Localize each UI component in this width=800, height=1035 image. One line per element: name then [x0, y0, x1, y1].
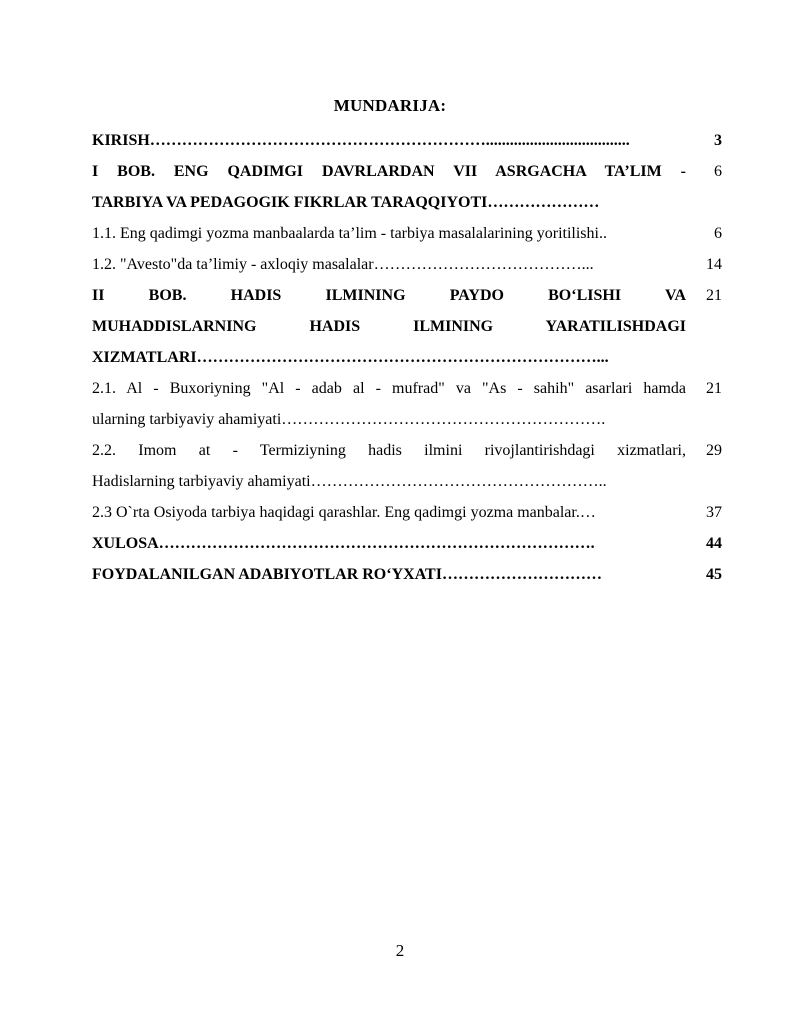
toc-entry-section-1-2[interactable] [92, 249, 722, 280]
toc-entry-line: TARBIYA VA PEDAGOGIK FIKRLAR TARAQQIYOTI………………… [92, 194, 600, 211]
toc-entry-title [92, 497, 686, 528]
toc-entry-page: 21 [706, 380, 722, 397]
toc-entry-page: 21 [706, 287, 722, 304]
toc-entry-page: 6 [714, 163, 722, 180]
toc-entry-title [92, 559, 686, 590]
toc-entry-page: 45 [706, 566, 722, 583]
toc-entry-line: XIZMATLARI…………………………………………………………………... [92, 349, 609, 366]
toc-entry-line: KIRISH……………………………………………………….................................... [92, 132, 630, 149]
toc-entry-page: 37 [706, 504, 722, 521]
toc-entry-line: I BOB. ENG QADIMGI DAVRLARDAN VII ASRGACHA TA’LIM - [92, 163, 686, 180]
toc-entry-section-2-3[interactable] [92, 497, 722, 528]
toc-entry-line: Hadislarning tarbiyaviy ahamiyati……………………………………………….. [92, 473, 607, 490]
toc-entry-section-2-2[interactable] [92, 435, 722, 497]
toc-entry-title [92, 528, 686, 559]
toc-entry-page: 14 [706, 256, 722, 273]
toc-entry-line: ularning tarbiyaviy ahamiyati……………………………………………………. [92, 411, 606, 428]
page-number: 2 [395, 941, 405, 960]
toc-entry-title [92, 373, 686, 435]
toc-entry-title [92, 280, 686, 373]
toc-entry-line: 1.2. "Avesto"da ta’limiy - axloqiy masalalar…………………………………... [92, 256, 594, 273]
toc-entry-chapter-1[interactable] [92, 156, 722, 218]
toc-entry-section-1-1[interactable] [92, 218, 722, 249]
toc-entry-line: 1.1. Eng qadimgi yozma manbaalarda ta’lim - tarbiya masalalarining yoritilishi.. [92, 225, 607, 242]
toc-entry-line: 2.3 O`rta Osiyoda tarbiya haqidagi qarashlar. Eng qadimgi yozma manbalar.… [92, 504, 596, 521]
toc-entry-section-2-1[interactable] [92, 373, 722, 435]
toc-entry-page: 29 [706, 442, 722, 459]
toc-heading: MUNDARIJA: [333, 96, 447, 115]
toc-entry-xulosa[interactable] [92, 528, 722, 559]
toc-entry-line: XULOSA………………………………………………………………………. [92, 535, 595, 552]
toc-entry-chapter-2[interactable] [92, 280, 722, 373]
toc-entry-bibliography[interactable] [92, 559, 722, 590]
toc-entry-title [92, 249, 686, 280]
toc-entry-line: 2.2. Imom at - Termiziyning hadis ilmini rivojlantirishdagi xizmatlari, [92, 442, 686, 459]
toc-entry-title [92, 125, 686, 156]
toc-entry-page: 44 [706, 535, 722, 552]
table-of-contents [92, 125, 722, 590]
toc-entry-page: 3 [714, 132, 722, 149]
toc-entry-line: 2.1. Al - Buxoriyning "Al - adab al - mufrad" va "As - sahih" asarlari hamda [92, 380, 686, 397]
toc-entry-line: FOYDALANILGAN ADABIYOTLAR RO‘YXATI………………………… [92, 566, 602, 583]
toc-entry-line: MUHADDISLARNING HADIS ILMINING YARATILISHDAGI [92, 318, 686, 335]
toc-entry-line: II BOB. HADIS ILMINING PAYDO BO‘LISHI VA [92, 287, 686, 304]
toc-entry-page: 6 [714, 225, 722, 242]
toc-entry-title [92, 435, 686, 497]
toc-entry-title [92, 156, 686, 218]
toc-entry-kirish[interactable] [92, 125, 722, 156]
toc-entry-title [92, 218, 686, 249]
